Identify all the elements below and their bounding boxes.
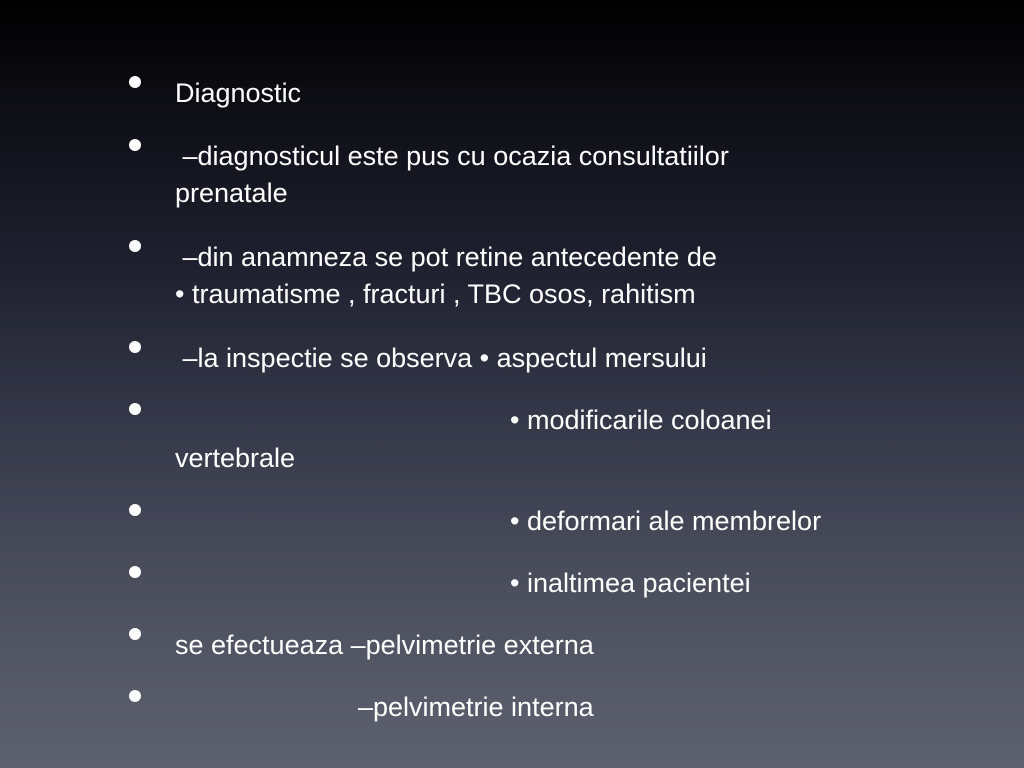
bullet-icon <box>129 566 141 578</box>
bullet-text: –din anamneza se pot retine antecedente de <box>175 242 717 272</box>
bullet-icon <box>129 240 141 252</box>
bullet-text-continuation: prenatale <box>175 178 288 208</box>
bullet-text: –la inspectie se observa • aspectul mersului <box>175 343 707 373</box>
bullet-text-continuation: vertebrale <box>175 443 296 473</box>
bullet-text: –pelvimetrie interna <box>358 692 594 722</box>
bullet-text: • deformari ale membrelor <box>510 506 822 536</box>
bullet-icon <box>129 139 141 151</box>
bullet-icon <box>129 628 141 640</box>
bullet-icon <box>129 341 141 353</box>
bullet-text-continuation: • traumatisme , fracturi , TBC osos, rahitism <box>175 279 696 309</box>
bullet-icon <box>129 504 141 516</box>
bullet-text: • modificarile coloanei <box>510 405 772 435</box>
bullet-text: • inaltimea pacientei <box>510 568 751 598</box>
bullet-text: se efectueaza –pelvimetrie externa <box>175 630 594 660</box>
bullet-text: Diagnostic <box>175 78 302 108</box>
bullet-text: –diagnosticul este pus cu ocazia consultatiilor <box>175 141 729 171</box>
bullet-icon <box>129 76 141 88</box>
bullet-icon <box>129 403 141 415</box>
bullet-icon <box>129 690 141 702</box>
